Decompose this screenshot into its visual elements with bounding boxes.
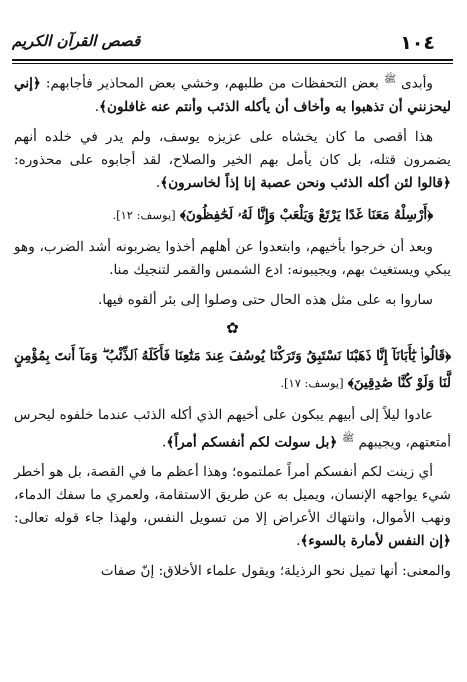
text: . [94,98,100,115]
paragraph-3: وبعد أن خرجوا بأخيهم، وابتعدوا عن أهلهم أخذوا يضربونه أشد الضرب، وهو يبكي ويستغيث بهم، ويجيبونه: ادع الشمس والقمر لتنجيك منا. [14,238,451,278]
header-rule-thin [12,63,453,64]
verse-text: ﴿أَرْسِلْهُ مَعَنَا غَدًا يَرْتَعْ وَيَلْعَبْ وَإِنَّا لَهُۥ لَحَٰفِظُونَ﴾ [179,206,433,223]
paragraph-1 [14,68,451,119]
verse-reference: [يوسف: ١٢]. [112,207,176,222]
quoted-verse: ﴿إني ليحزنني أن تذهبوا به وأخاف أن يأكله الذئب وأنتم عنه غافلون﴾ [14,75,451,115]
text: . [296,533,301,550]
paragraph-4: ساروا به على مثل هذه الحال حتى وصلوا إلى بئر ألقوه فيها. [98,291,433,308]
text: والمعنى: [397,563,451,580]
running-title: قصص القرآن الكريم [12,32,141,50]
quoted-verse: ﴿بل سولت لكم أنفسكم أمراً﴾ [166,434,343,451]
text: أنها تميل نحو الرذيلة؛ ويقول علماء الأخلاق: إنّ صفات [100,563,398,580]
text: أي زينت لكم أنفسكم أمراً عملتموه؛ وهذا أعظم ما في القصة، بل هو أخطر شيء يواجهه الإنسان، ويميل به عن طريق الاستقامة، ولعمري ما سفك الدماء، ونهب الأموال، وانتهاك الأعراض إلا من تسويل النفس، ولهذا جاء قوله تعالى: [14,464,451,527]
page-header [12,28,453,64]
flower-separator-icon: ✿ [226,318,239,337]
text: بعض التحفظات من طلبهم، وخشي بعض المحاذير فأجابهم: [40,75,384,92]
text: هذا أقصى ما كان يخشاه على عزيزه يوسف، ولم يدر في خلده أنهم يضمرون قتله، بل كان يأمل بهم الخير والصلاح، لقد أجابوه على محذوره: [14,128,451,168]
page-body [14,68,451,678]
verse-text: ﴿قَالُوا۟ يَٰٓأَبَانَآ إِنَّا ذَهَبْنَا نَسْتَبِقُ وَتَرَكْنَا يُوسُفَ عِندَ مَتَٰعِنَا فَأَكَلَهُ ٱلذِّئْبُ ۖ وَمَآ أَنتَ بِمُؤْمِنٍ لَّنَا وَلَوْ كُنَّا صَٰدِقِينَ﴾ [14,347,451,391]
text: . [162,434,167,451]
quran-verse-2 [14,343,451,397]
quran-verse-1 [14,202,451,229]
page-number: ١٠٤ [400,32,435,54]
quoted-verse: ﴿إن النفس لأمارة بالسوء﴾ [300,533,451,550]
text: وأبدى [396,75,433,92]
text: عادوا ليلاً إلى أبيهم يبكون على أخيهم الذي أكله الذئب عندما خلفوه ليحرس أمتعتهم، ويجيبهم [14,406,451,451]
pbuh-symbol: ﷺ [342,432,355,444]
header-rule [12,59,453,61]
verse-reference: [يوسف: ١٧]. [280,375,344,390]
paragraph-2 [14,126,451,195]
paragraph-6 [14,461,451,553]
quoted-verse: ﴿قالوا لئن أكله الذئب ونحن عصبة إنا إذاً لخاسرون﴾ [160,174,451,191]
paragraph-5 [14,404,451,455]
paragraph-7 [14,560,451,583]
text: . [155,174,161,191]
pbuh-symbol: ﷺ [383,74,397,85]
